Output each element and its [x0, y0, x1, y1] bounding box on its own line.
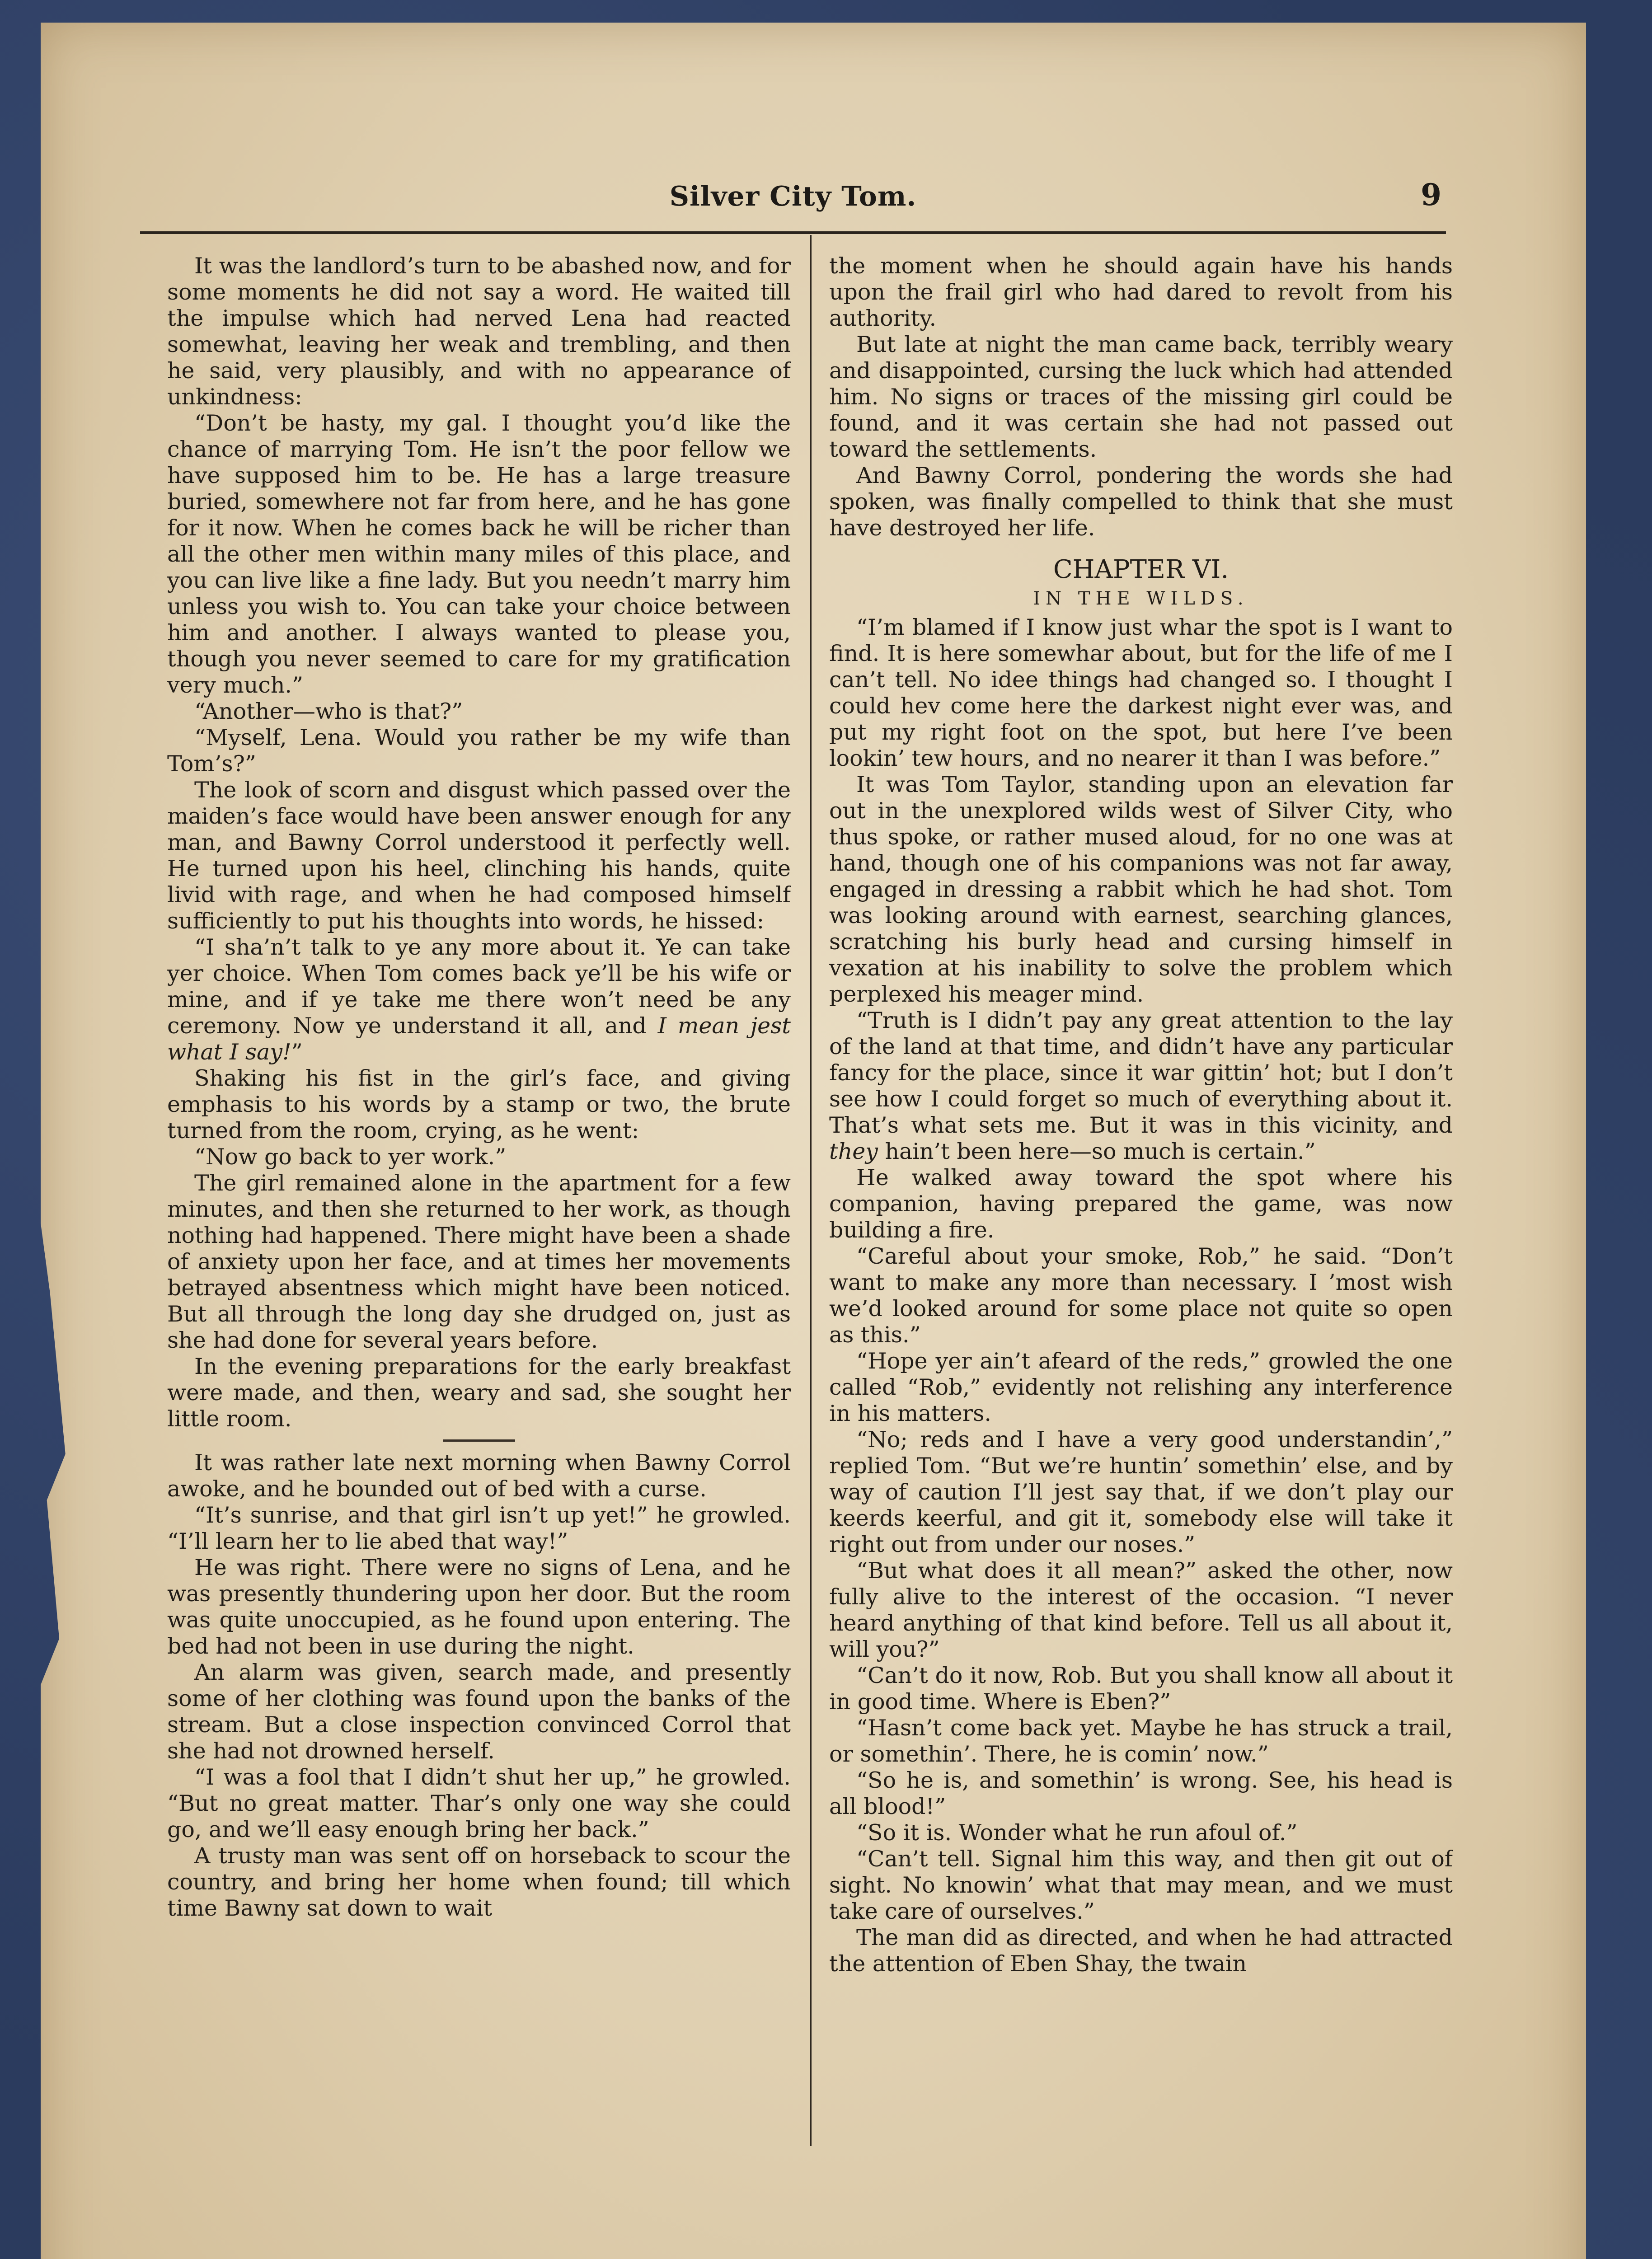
column-divider: [810, 235, 812, 2146]
paragraph: “So he is, and somethin’ is wrong. See, his head is all blood!”: [829, 1767, 1453, 1819]
paragraph: It was rather late next morning when Bawny Corrol awoke, and he bounded out of bed with a curse.: [167, 1450, 791, 1502]
chapter-subtitle: IN THE WILDS.: [1033, 588, 1249, 609]
chapter-title: CHAPTER VI.: [1053, 555, 1229, 584]
left-column: [167, 253, 791, 2164]
italic-text: I mean jest what I say!: [167, 1013, 791, 1065]
paragraph-text: hain’t been here—so much is certain.”: [878, 1139, 1316, 1164]
right-column: [829, 253, 1453, 2164]
paragraph: An alarm was given, search made, and presently some of her clothing was found upon the banks of the stream. But a close inspection convinced Corrol that she had not drowned herself.: [167, 1659, 791, 1764]
paragraph: the moment when he should again have his hands upon the frail girl who had dared to revolt from his authority.: [829, 253, 1453, 331]
header-rule: [140, 231, 1446, 234]
paragraph: He was right. There were no signs of Lena, and he was presently thundering upon her door. But the room was quite unoccupied, as he found upon entering. The bed had not been in use during the night.: [167, 1555, 791, 1659]
paragraph: “No; reds and I have a very good understandin’,” replied Tom. “But we’re huntin’ somethin’ else, and by way of caution I’ll jest say that, if we don’t play our keerds keerful, and git it, somebody else will take it right out from under our noses.”: [829, 1427, 1453, 1557]
paragraph-text: “Truth is I didn’t pay any great attention to the lay of the land at that time, and didn’t have any particular fancy for the place, since it war gittin’ hot; but I don’t see how I could forget so much of everything about it. That’s what sets me. But it was in this vicinity, and: [829, 1008, 1453, 1138]
paragraph: “Now go back to yer work.”: [194, 1144, 507, 1170]
paragraph: And Bawny Corrol, pondering the words she had spoken, was finally compelled to think that she must have destroyed her life.: [829, 463, 1453, 541]
page-number: 9: [1421, 177, 1441, 212]
paragraph: In the evening preparations for the early breakfast were made, and then, weary and sad, she sought her little room.: [167, 1354, 791, 1432]
paragraph: He walked away toward the spot where his companion, having prepared the game, was now building a fire.: [829, 1165, 1453, 1243]
paragraph: The look of scorn and disgust which passed over the maiden’s face would have been answer enough for any man, and Bawny Corrol understood it perfectly well. He turned upon his heel, clinching his hands, quite livid with rage, and when he had composed himself sufficiently to put his thoughts into words, he hissed:: [167, 777, 791, 934]
paragraph: The man did as directed, and when he had attracted the attention of Eben Shay, the twain: [829, 1925, 1453, 1977]
paragraph: It was the landlord’s turn to be abashed now, and for some moments he did not say a word. He waited till the impulse which had nerved Lena had reacted somewhat, leaving her weak and trembling, and then he said, very plausibly, and with no appearance of unkindness:: [167, 253, 791, 410]
paragraph: “Can’t do it now, Rob. But you shall know all about it in good time. Where is Eben?”: [829, 1663, 1453, 1715]
paragraph: “But what does it all mean?” asked the other, now fully alive to the interest of the occasion. “I never heard anything of that kind before. Tell us all about it, will you?”: [829, 1558, 1453, 1662]
paragraph: “It’s sunrise, and that girl isn’t up yet!” he growled. “I’ll learn her to lie abed that way!”: [167, 1502, 791, 1554]
running-title: Silver City Tom.: [669, 181, 917, 212]
paragraph: A trusty man was sent off on horseback to scour the country, and bring her home when found; till which time Bawny sat down to wait: [167, 1843, 791, 1921]
running-header: [140, 154, 1446, 221]
paragraph: Shaking his fist in the girl’s face, and giving emphasis to his words by a stamp or two, the brute turned from the room, crying, as he went:: [167, 1065, 791, 1144]
paragraph: “I was a fool that I didn’t shut her up,” he growled. “But no great matter. Thar’s only one way she could go, and we’ll easy enough bring her back.”: [167, 1764, 791, 1842]
paragraph: But late at night the man came back, terribly weary and disappointed, cursing the luck which had attended him. No signs or traces of the missing girl could be found, and it was certain she had not passed out toward the settlements.: [829, 332, 1453, 462]
paragraph: “I’m blamed if I know just whar the spot is I want to find. It is here somewhar about, but for the life of me I can’t tell. No idee things had changed so. I thought I could hev come here the darkest night ever was, and put my right foot on the spot, but here I’ve been lookin’ tew hours, and no nearer it than I was before.”: [829, 614, 1453, 771]
paragraph: It was Tom Taylor, standing upon an elevation far out in the unexplored wilds west of Silver City, who thus spoke, or rather mused aloud, for no one was at hand, though one of his companions was not far away, engaged in dressing a rabbit which he had shot. Tom was looking around with earnest, searching glances, scratching his burly head and cursing himself in vexation at his inability to solve the problem which perplexed his meager mind.: [829, 772, 1453, 1007]
paragraph: “Hasn’t come back yet. Maybe he has struck a trail, or somethin’. There, he is comin’ now.”: [829, 1715, 1453, 1767]
paragraph: “Myself, Lena. Would you rather be my wife than Tom’s?”: [167, 725, 791, 777]
paragraph: [829, 1008, 1453, 1165]
paragraph-text: “I sha’n’t talk to ye any more about it. Ye can take yer choice. When Tom comes back ye’ll be his wife or mine, and if ye take me there won’t need be any ceremony. Now ye understand it all, and: [167, 934, 791, 1039]
paragraph: “Don’t be hasty, my gal. I thought you’d like the chance of marrying Tom. He isn’t the poor fellow we have supposed him to be. He has a large treasure buried, somewhere not far from here, and he has gone for it now. When he comes back he will be richer than all the other men within many miles of this place, and you can live like a fine lady. But you needn’t marry him unless you wish to. You can take your choice between him and another. I always wanted to please you, though you never seemed to care for my gratification very much.”: [167, 410, 791, 698]
closing-quote: ”: [291, 1039, 303, 1065]
paragraph: The girl remained alone in the apartment for a few minutes, and then she returned to her work, as though nothing had happened. There might have been a shade of anxiety upon her face, and at times her movements betrayed absentness which might have been noticed. But all through the long day she drudged on, just as she had done for several years before.: [167, 1170, 791, 1353]
paragraph: “Can’t tell. Signal him this way, and then git out of sight. No knowin’ what that may mean, and we must take care of ourselves.”: [829, 1846, 1453, 1924]
paragraph: “Another—who is that?”: [194, 698, 463, 724]
italic-text: they: [829, 1139, 878, 1164]
paragraph: [167, 934, 791, 1065]
section-separator: [443, 1439, 515, 1442]
paragraph: “Hope yer ain’t afeard of the reds,” growled the one called “Rob,” evidently not relishing any interference in his matters.: [829, 1348, 1453, 1426]
paragraph: “So it is. Wonder what he run afoul of.”: [856, 1820, 1298, 1846]
paragraph: “Careful about your smoke, Rob,” he said. “Don’t want to make any more than necessary. I ’most wish we’d looked around for some place not quite so open as this.”: [829, 1243, 1453, 1348]
